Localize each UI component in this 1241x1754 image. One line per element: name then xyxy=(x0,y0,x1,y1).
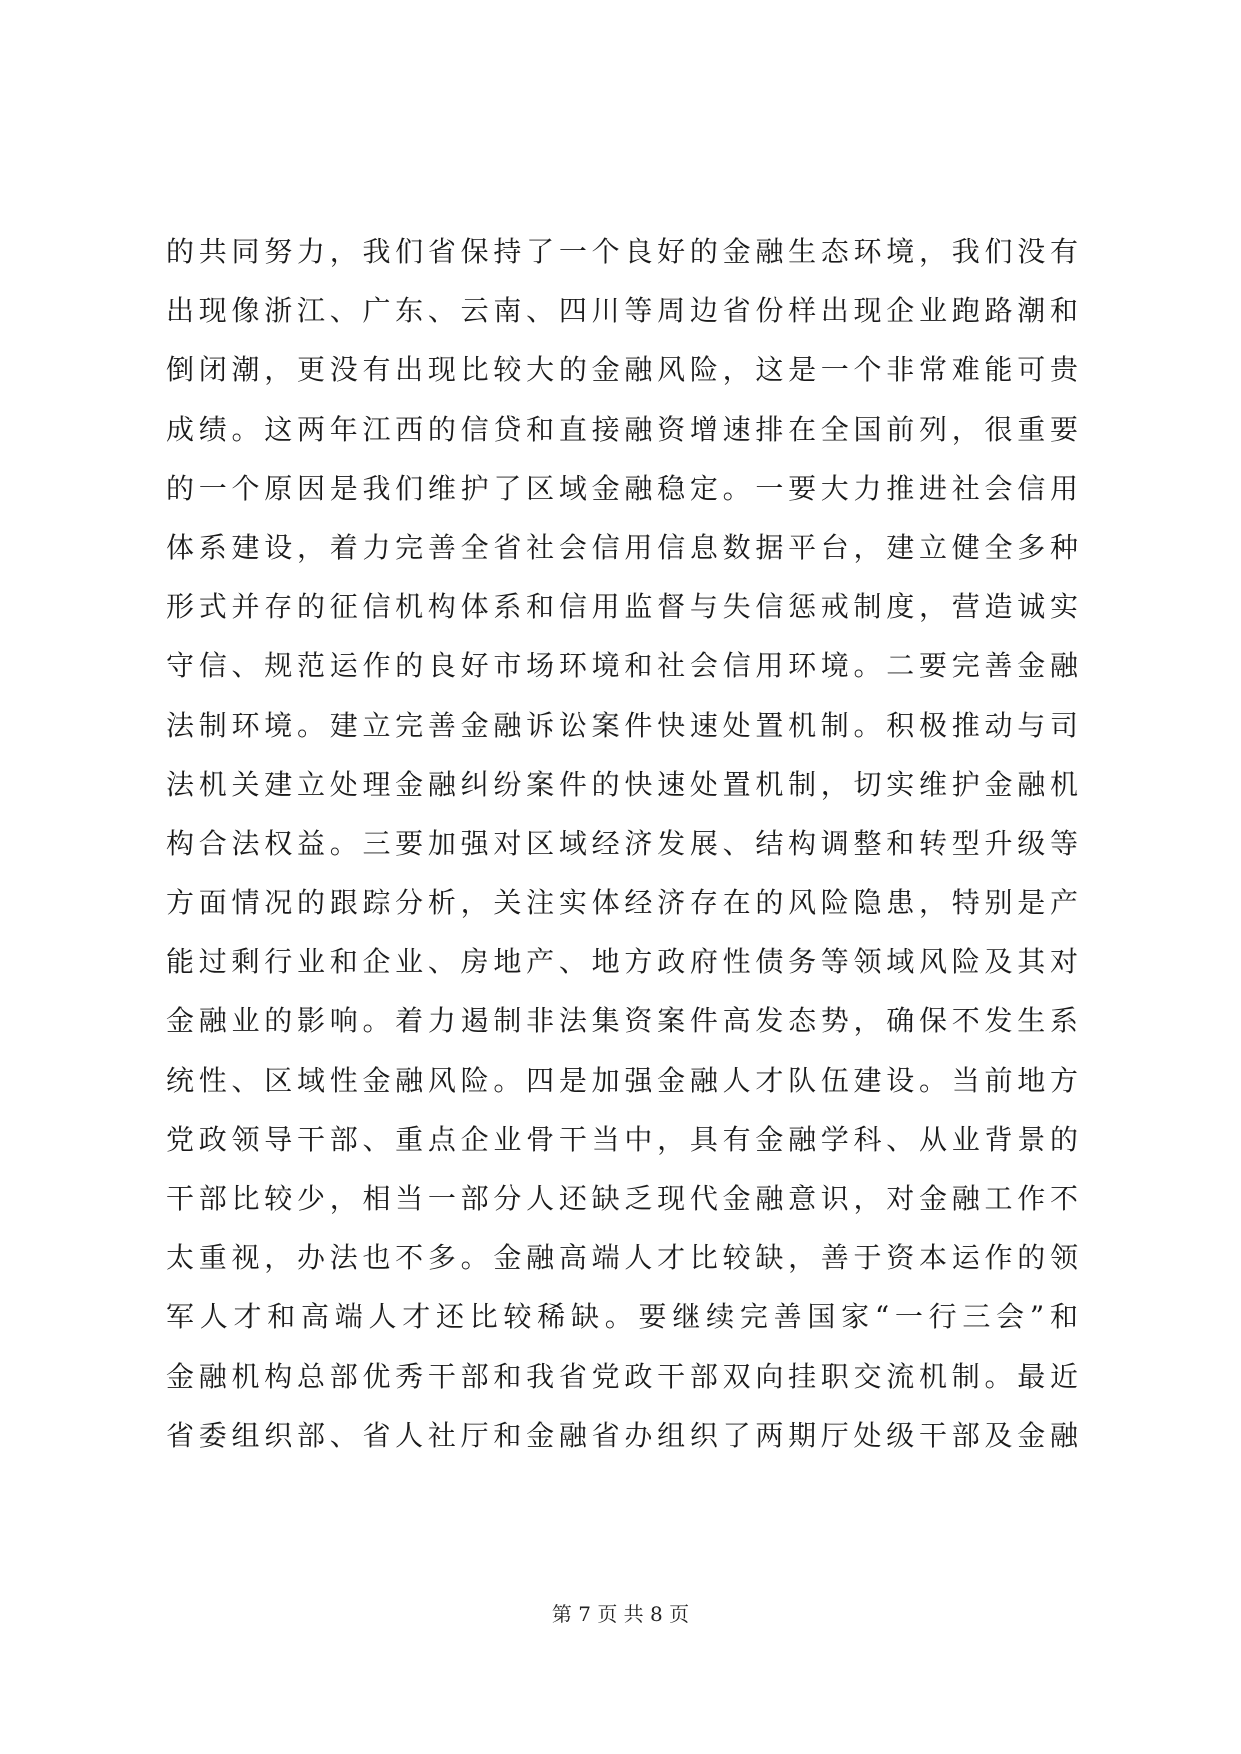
text-line: 能过剩行业和企业、房地产、地方政府性债务等领域风险及其对 xyxy=(166,945,1078,979)
text-line: 倒闭潮，更没有出现比较大的金融风险，这是一个非常难能可贵 xyxy=(166,353,1078,387)
text-line: 金融机构总部优秀干部和我省党政干部双向挂职交流机制。最近 xyxy=(166,1359,1078,1393)
text-line: 方面情况的跟踪分析，关注实体经济存在的风险隐患，特别是产 xyxy=(166,886,1078,920)
text-line: 金融业的影响。着力遏制非法集资案件高发态势，确保不发生系 xyxy=(166,1004,1078,1038)
text-line: 的共同努力，我们省保持了一个良好的金融生态环境，我们没有 xyxy=(166,235,1078,268)
text-line: 出现像浙江、广东、云南、四川等周边省份样出现企业跑路潮和 xyxy=(166,294,1078,328)
page-number: 第 7 页 共 8 页 xyxy=(551,1602,690,1626)
text-line: 体系建设，着力完善全省社会信用信息数据平台，建立健全多种 xyxy=(166,530,1078,564)
text-line: 形式并存的征信机构体系和信用监督与失信惩戒制度，营造诚实 xyxy=(166,590,1078,624)
text-line: 军人才和高端人才还比较稀缺。要继续完善国家“一行三会”和 xyxy=(166,1300,1078,1334)
text-line: 守信、规范运作的良好市场环境和社会信用环境。二要完善金融 xyxy=(166,649,1078,683)
text-line: 法机关建立处理金融纠纷案件的快速处置机制，切实维护金融机 xyxy=(166,767,1078,801)
text-line: 的一个原因是我们维护了区域金融稳定。一要大力推进社会信用 xyxy=(166,471,1078,505)
text-line: 法制环境。建立完善金融诉讼案件快速处置机制。积极推动与司 xyxy=(166,708,1078,742)
body-text xyxy=(166,222,1078,1465)
text-line: 统性、区域性金融风险。四是加强金融人才队伍建设。当前地方 xyxy=(166,1063,1078,1097)
text-line: 省委组织部、省人社厅和金融省办组织了两期厅处级干部及金融 xyxy=(166,1418,1078,1452)
text-line: 太重视，办法也不多。金融高端人才比较缺，善于资本运作的领 xyxy=(166,1241,1078,1275)
text-line: 成绩。这两年江西的信贷和直接融资增速排在全国前列，很重要 xyxy=(166,412,1078,446)
text-line: 干部比较少，相当一部分人还缺乏现代金融意识，对金融工作不 xyxy=(166,1182,1078,1215)
text-line: 构合法权益。三要加强对区域经济发展、结构调整和转型升级等 xyxy=(166,826,1078,860)
text-line: 党政领导干部、重点企业骨干当中，具有金融学科、从业背景的 xyxy=(166,1122,1078,1156)
